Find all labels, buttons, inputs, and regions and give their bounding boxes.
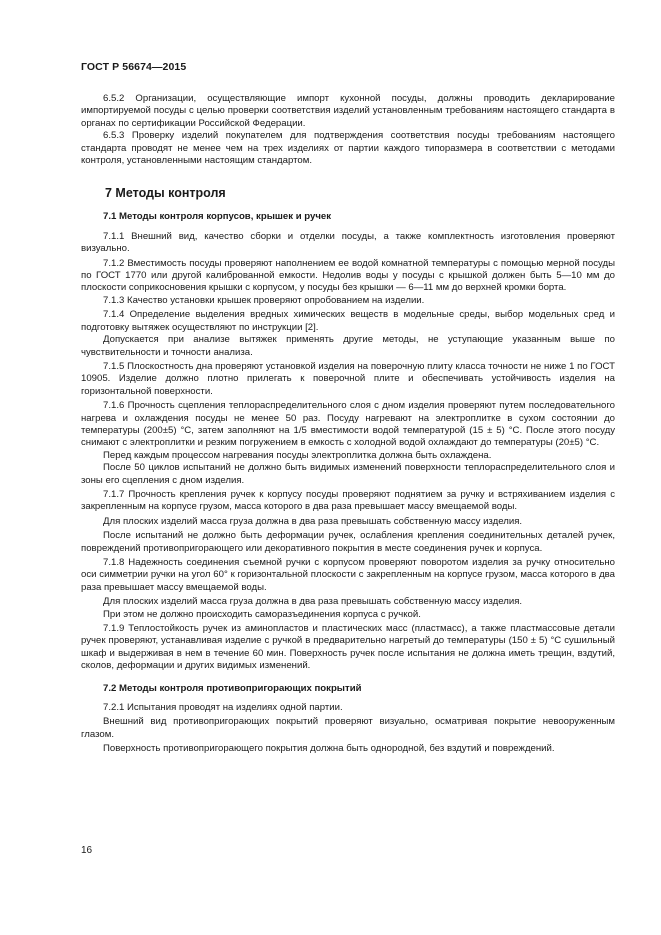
paragraph-7-1-2: 7.1.2 Вместимость посуды проверяют наполнением ее водой комнатной температуры с помощью мерной посуды по ГОСТ 1770 или другой калиброванной емкости. Недолив воды у посуды с крышкой должен быть 5—10 мм до плоскости соприкосновения крышки с корпусом, у посуды без крышки — 6—11 мм до верхней кромки борта. (81, 257, 615, 294)
page-number: 16 (81, 845, 93, 856)
paragraph-7-1-6-result: После 50 циклов испытаний не должно быть видимых изменений поверхности теплораспределительного слоя и зоны его сцепления с дном изделия. (81, 462, 615, 486)
paragraph-6-5-2: 6.5.2 Организации, осуществляющие импорт кухонной посуды, должны проводить декларирование импортируемой посуды с целью проверки соответствия изделий установленным требованиям настоящего стандарта в органах по сертификации Российской Федерации. (81, 93, 615, 129)
paragraph-7-1-8: 7.1.8 Надежность соединения съемной ручки с корпусом проверяют поворотом изделия за ручку относительно оси симметрии ручки на угол 60° к горизонтальной плоскости с закрепленным на корпусе грузом, масса которого в два раза превышает массу вмещаемой воды. (81, 557, 615, 593)
paragraph-7-1-7-result: После испытаний не должно быть деформации ручек, ослабления крепления соединительных деталей ручек, повреждений противопригорающего или декоративного покрытия в месте соединения ручек и корпуса. (81, 530, 615, 554)
page-content (81, 93, 615, 756)
paragraph-7-1-7-flat: Для плоских изделий масса груза должна в два раза превышать собственную массу изделия. (103, 515, 523, 527)
paragraph-7-1-6-cooling: Перед каждым процессом нагревания посуды электроплитка должна быть охлаждена. (103, 449, 492, 461)
paragraph-7-1-4: 7.1.4 Определение выделения вредных химических веществ в модельные среды, выбор модельных сред и подготовку вытяжек осуществляют по инструкции [2]. (81, 309, 615, 333)
paragraph-7-2-1: 7.2.1 Испытания проводят на изделиях одной партии. (103, 702, 343, 714)
subsection-heading-7-2: 7.2 Методы контроля противопригорающих покрытий (103, 682, 362, 694)
paragraph-7-1-8-result: При этом не должно происходить саморазъединения корпуса с ручкой. (103, 608, 421, 620)
paragraph-7-2-1-appearance: Внешний вид противопригорающих покрытий проверяют визуально, осматривая покрытие невооруженным глазом. (81, 716, 615, 740)
paragraph-7-1-3: 7.1.3 Качество установки крышек проверяют опробованием на изделии. (103, 294, 425, 306)
paragraph-6-5-3: 6.5.3 Проверку изделий покупателем для подтверждения соответствия посуды требованиям настоящего стандарта проводят не менее чем на трех изделиях от партии каждого типоразмера в соответствии с методами контроля, установленными настоящим стандартом. (81, 130, 615, 167)
subsection-heading-7-1: 7.1 Методы контроля корпусов, крышек и ручек (103, 211, 332, 223)
paragraph-7-1-7: 7.1.7 Прочность крепления ручек к корпусу посуды проверяют поднятием за ручку и встряхиванием изделия с закрепленным на корпусе грузом, масса которого в два раза превышает массу вмещаемой воды. (81, 488, 615, 513)
paragraph-7-1-8-flat: Для плоских изделий масса груза должна в два раза превышать собственную массу изделия. (103, 596, 523, 608)
paragraph-7-1-1: 7.1.1 Внешний вид, качество сборки и отделки посуды, а также комплектность изготовления проверяют визуально. (81, 230, 615, 255)
paragraph-7-1-6: 7.1.6 Прочность сцепления теплораспределительного слоя с дном изделия проверяют путем последовательного нагрева и охлаждения посуды не менее 50 раз. Посуду нагревают на электроплитке в сухом состоянии до температуры (200±5) °С, затем заполняют на 1/5 вместимости водой температурой (15 ± 5) °С. После этого посуду снимают с электроплитки и резким погружением в емкость с холодной водой охлаждают до температуры (20±5) °С. (81, 400, 615, 449)
paragraph-7-1-9: 7.1.9 Теплостойкость ручек из аминопластов и пластических масс (пластмасс), а также пластмассовые детали ручек проверяют, устанавливая изделие с ручкой в предварительно нагретый до температуры (150 ± 5) °С сушильный шкаф и выдерживая в нем в течение 60 мин. Поверхность ручек после испытания не должна иметь трещин, вздутий, сколов, деформации и других видимых изменений. (81, 623, 615, 672)
section-heading-7: 7 Методы контроля (105, 186, 226, 201)
paragraph-7-2-1-surface: Поверхность противопригорающего покрытия должна быть однородной, без вздутий и повреждений. (103, 743, 555, 755)
paragraph-7-1-4-note: Допускается при анализе вытяжек применять другие методы, не уступающие указанным выше по чувствительности и точности анализа. (81, 334, 615, 358)
paragraph-7-1-5: 7.1.5 Плоскостность дна проверяют установкой изделия на поверочную плиту класса точности не ниже 1 по ГОСТ 10905. Изделие должно плотно прилегать к поверочной плите и обеспечивать устойчивость изделия на горизонтальной поверхности. (81, 360, 615, 397)
standard-header: ГОСТ Р 56674—2015 (81, 61, 187, 73)
